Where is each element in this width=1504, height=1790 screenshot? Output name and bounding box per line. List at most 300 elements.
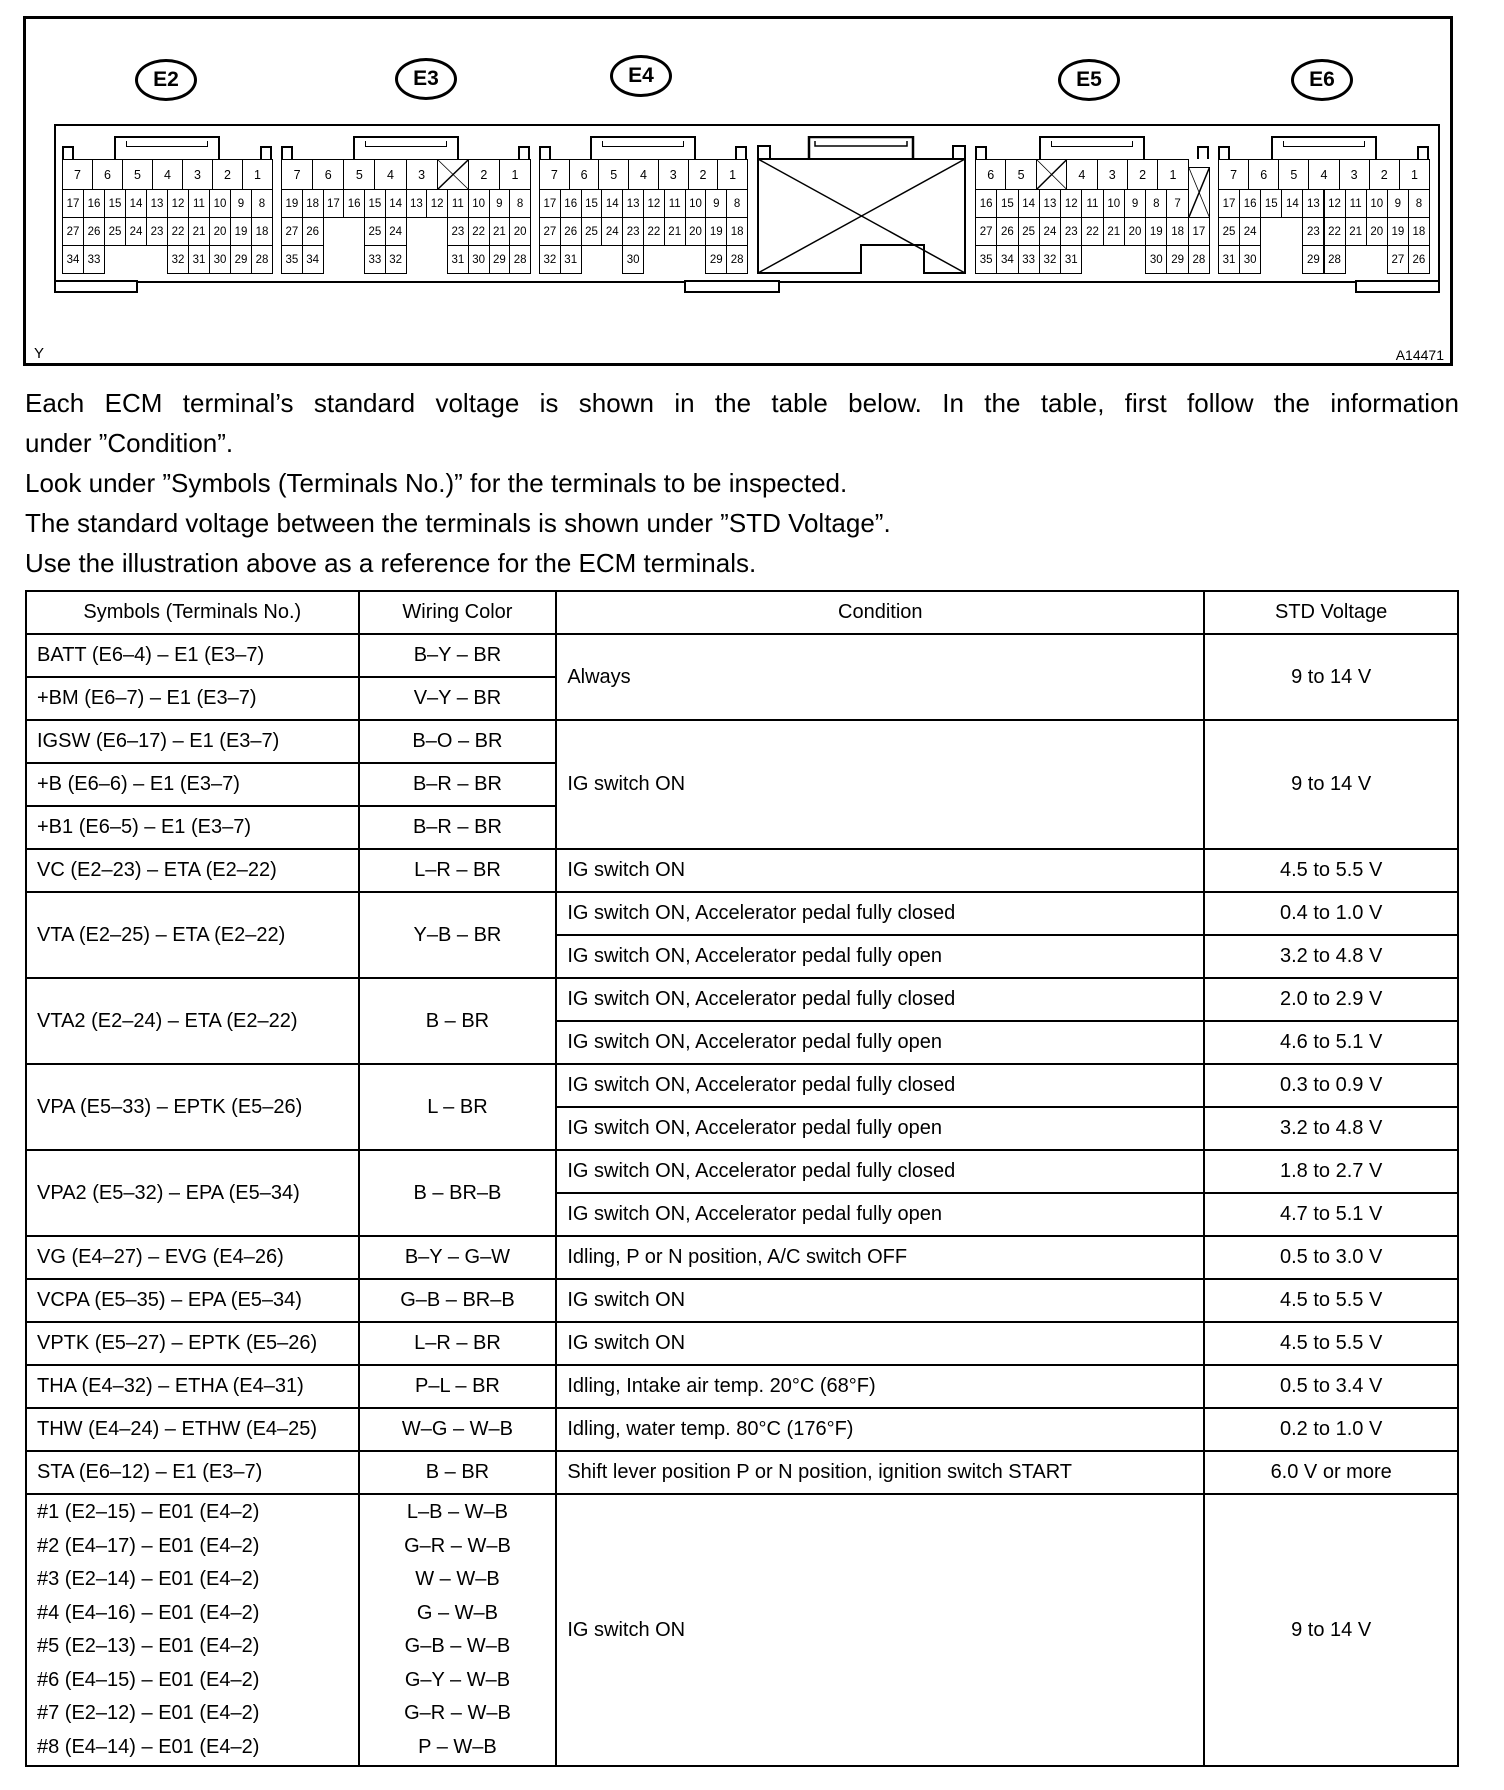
terminal-e3-11: 11 [447,189,469,218]
terminal-e3-22: 22 [468,217,490,246]
terminal-e5-3: 3 [1097,159,1128,190]
terminal-e5-27: 27 [975,217,997,246]
terminal-e5-21: 21 [1103,217,1125,246]
terminal-e5-5: 5 [1005,159,1036,190]
connector-guide-tab [518,146,530,159]
wiring-color-cell: L–R – BR [359,1322,557,1365]
table-row [26,892,1458,935]
terminal-e3-35: 35 [281,245,303,274]
terminal-e5-26: 26 [996,217,1018,246]
unused-terminal [1036,159,1067,190]
terminal-e5-22: 22 [1081,217,1103,246]
terminal-e3-19: 19 [281,189,303,218]
wiring-color-cell: L – BR [359,1064,557,1150]
wiring-color-cell: P–L – BR [359,1365,557,1408]
condition-cell: IG switch ON, Accelerator pedal fully open [556,1107,1204,1150]
connector-latch [590,136,696,159]
terminal-e4-14: 14 [601,189,623,218]
terminal-e6-4: 4 [1308,159,1339,190]
terminal-e2-12: 12 [167,189,189,218]
terminal-e4-19: 19 [705,217,727,246]
header-condition: Condition [556,591,1204,634]
wiring-color-cell: V–Y – BR [359,677,557,720]
terminal-e3-27: 27 [281,217,303,246]
terminal-e3-33: 33 [364,245,386,274]
terminal-e4-11: 11 [664,189,686,218]
connector-layer [0,0,1504,400]
terminal-e4-21: 21 [664,217,686,246]
terminal-e6-13: 13 [1302,189,1324,218]
terminal-e5-28: 28 [1188,245,1210,274]
wiring-color-cell: B – BR [359,1451,557,1494]
injector-wiring-color: L–B – W–B [406,1501,509,1523]
terminal-e5-8: 8 [1145,189,1167,218]
condition-cell: IG switch ON [556,1494,1204,1766]
terminal-e2-5: 5 [122,159,153,190]
terminal-e3-31: 31 [447,245,469,274]
terminal-e6-22: 22 [1324,217,1346,246]
symbol-cell: THW (E4–24) – ETHW (E4–25) [26,1408,359,1451]
terminal-e2-21: 21 [188,217,210,246]
terminal-e3-30: 30 [468,245,490,274]
std-voltage-cell: 4.6 to 5.1 V [1204,1021,1458,1064]
connector-guide-tab [1218,146,1230,159]
connector-guide-tab [1417,146,1429,159]
instruction-line: under ”Condition”. [25,428,234,458]
terminal-e4-28: 28 [726,245,748,274]
terminal-e6-23: 23 [1302,217,1324,246]
symbol-cell: VTA2 (E2–24) – ETA (E2–22) [26,978,359,1064]
terminal-e5-30: 30 [1145,245,1167,274]
symbol-cell: VC (E2–23) – ETA (E2–22) [26,849,359,892]
table-row [26,1236,1458,1279]
terminal-e5-2: 2 [1127,159,1158,190]
connector-label-e4: E4 [610,55,672,97]
terminal-e3-34: 34 [302,245,324,274]
terminal-e4-20: 20 [685,217,707,246]
header-std-voltage: STD Voltage [1204,591,1458,634]
instruction-line: Use the illustration above as a reference for the ECM terminals. [25,548,757,578]
terminal-e5-9: 9 [1124,189,1146,218]
terminal-e3-21: 21 [489,217,511,246]
terminal-e5-1: 1 [1157,159,1188,190]
terminal-e4-31: 31 [560,245,582,274]
connector-guide-tab [539,146,551,159]
wiring-color-cell: L–R – BR [359,849,557,892]
terminal-e2-27: 27 [62,217,84,246]
terminal-e5-7: 7 [1166,189,1188,218]
terminal-e3-12: 12 [426,189,448,218]
terminal-e4-8: 8 [726,189,748,218]
terminal-e6-15: 15 [1260,189,1282,218]
injector-wiring-color: P – W–B [418,1735,497,1758]
terminal-e3-6: 6 [312,159,344,190]
injector-wiring-color: G – W–B [416,1601,499,1624]
terminal-e4-26: 26 [560,217,582,246]
terminal-e3-28: 28 [509,245,531,274]
terminal-e2-6: 6 [92,159,123,190]
terminal-e3-32: 32 [385,245,407,274]
terminal-e5-24: 24 [1039,217,1061,246]
terminal-e3-9: 9 [489,189,511,218]
terminal-e2-32: 32 [167,245,189,274]
symbol-cell: VPA2 (E5–32) – EPA (E5–34) [26,1150,359,1236]
terminal-e5-12: 12 [1060,189,1082,218]
condition-cell: Shift lever position P or N position, ignition switch START [556,1451,1204,1494]
terminal-e5-23: 23 [1060,217,1082,246]
terminal-e5-11: 11 [1081,189,1103,218]
std-voltage-cell: 4.5 to 5.5 V [1204,1279,1458,1322]
terminal-e2-34: 34 [62,245,84,274]
wiring-color-cell: Y–B – BR [359,892,557,978]
terminal-e3-10: 10 [468,189,490,218]
injector-symbol: #4 (E4–16) – E01 (E4–2) [37,1601,260,1624]
terminal-e6-30: 30 [1239,245,1261,274]
terminal-e2-14: 14 [125,189,147,218]
terminal-e5-16: 16 [975,189,997,218]
wiring-color-cell: B–O – BR [359,720,557,763]
terminal-e3-16: 16 [343,189,365,218]
terminal-e2-11: 11 [188,189,210,218]
condition-cell: IG switch ON [556,1279,1204,1322]
blank-connector-cavity [757,136,967,276]
wiring-color-cell: B – BR–B [359,1150,557,1236]
std-voltage-cell: 4.5 to 5.5 V [1204,849,1458,892]
terminal-e3-20: 20 [509,217,531,246]
terminal-e6-16: 16 [1239,189,1261,218]
terminal-e2-17: 17 [62,189,84,218]
injector-wiring-color: W – W–B [415,1568,500,1590]
injector-symbol: #1 (E2–15) – E01 (E4–2) [37,1501,260,1523]
terminal-e5-33: 33 [1018,245,1040,274]
connector-latch [1271,136,1377,159]
figure-code: A14471 [1395,347,1444,363]
terminal-e2-3: 3 [182,159,213,190]
terminal-e2-22: 22 [167,217,189,246]
terminal-e6-12: 12 [1324,189,1346,218]
injector-wiring-color: G–Y – W–B [404,1668,511,1691]
terminal-e6-3: 3 [1339,159,1370,190]
wiring-color-cell: W–G – W–B [359,1408,557,1451]
terminal-e5-6: 6 [975,159,1006,190]
condition-cell: Idling, water temp. 80°C (176°F) [556,1408,1204,1451]
terminal-e5-4: 4 [1066,159,1097,190]
terminal-e4-30: 30 [622,245,644,274]
std-voltage-cell: 0.3 to 0.9 V [1204,1064,1458,1107]
symbol-cell: VCPA (E5–35) – EPA (E5–34) [26,1279,359,1322]
terminal-e5-15: 15 [996,189,1018,218]
terminal-e5-13: 13 [1039,189,1061,218]
table-row [26,720,1458,763]
terminal-e6-7: 7 [1218,159,1249,190]
terminal-e5-32: 32 [1039,245,1061,274]
symbol-cell: BATT (E6–4) – E1 (E3–7) [26,634,359,677]
condition-cell: IG switch ON [556,720,1204,849]
symbol-cell: IGSW (E6–17) – E1 (E3–7) [26,720,359,763]
symbol-cell: THA (E4–32) – ETHA (E4–31) [26,1365,359,1408]
terminal-e6-18: 18 [1408,217,1430,246]
instruction-line: Look under ”Symbols (Terminals No.)” for the terminals to be inspected. [25,468,848,498]
terminal-e3-23: 23 [447,217,469,246]
terminal-e3-2: 2 [468,159,500,190]
injector-symbol: #6 (E4–15) – E01 (E4–2) [37,1668,260,1691]
condition-cell: IG switch ON, Accelerator pedal fully open [556,1021,1204,1064]
terminal-e5-35: 35 [975,245,997,274]
wiring-color-cell: B–R – BR [359,763,557,806]
terminal-e4-3: 3 [658,159,689,190]
terminal-e2-30: 30 [209,245,231,274]
terminal-e5-20: 20 [1124,217,1146,246]
connector-guide-tab [735,146,747,159]
terminal-e5-18: 18 [1166,217,1188,246]
terminal-e6-31: 31 [1218,245,1240,274]
terminal-e2-15: 15 [104,189,126,218]
terminal-e4-10: 10 [685,189,707,218]
std-voltage-cell: 9 to 14 V [1204,1494,1458,1766]
terminal-e4-2: 2 [688,159,719,190]
connector-latch [1039,136,1145,159]
std-voltage-cell: 3.2 to 4.8 V [1204,935,1458,978]
terminal-e2-18: 18 [251,217,273,246]
unused-terminal [437,159,469,190]
terminal-e6-24: 24 [1239,217,1261,246]
terminal-e4-23: 23 [622,217,644,246]
table-row [26,1150,1458,1193]
condition-cell: IG switch ON, Accelerator pedal fully closed [556,1064,1204,1107]
terminal-e6-21: 21 [1345,217,1367,246]
terminal-e4-18: 18 [726,217,748,246]
terminal-e6-10: 10 [1366,189,1388,218]
connector-guide-tab [1197,146,1209,159]
terminal-e3-13: 13 [406,189,428,218]
terminal-e5-17: 17 [1188,217,1210,246]
wiring-color-cell: B – BR [359,978,557,1064]
housing-foot [1355,280,1440,293]
terminal-e2-20: 20 [209,217,231,246]
terminal-e5-10: 10 [1103,189,1125,218]
std-voltage-table [25,590,1459,1767]
terminal-e2-10: 10 [209,189,231,218]
terminal-e3-29: 29 [489,245,511,274]
terminal-e4-9: 9 [705,189,727,218]
injector-symbol: #3 (E2–14) – E01 (E4–2) [37,1568,260,1590]
terminal-e3-17: 17 [323,189,345,218]
terminal-e6-27: 27 [1387,245,1409,274]
terminal-e6-19: 19 [1387,217,1409,246]
table-row [26,1064,1458,1107]
std-voltage-cell: 0.5 to 3.0 V [1204,1236,1458,1279]
terminal-e2-28: 28 [251,245,273,274]
terminal-e3-15: 15 [364,189,386,218]
condition-cell: IG switch ON, Accelerator pedal fully closed [556,1150,1204,1193]
terminal-e4-5: 5 [598,159,629,190]
connector-latch [114,136,220,159]
connector-label-e3: E3 [395,58,457,100]
terminal-e4-13: 13 [622,189,644,218]
terminal-e4-24: 24 [601,217,623,246]
condition-cell: IG switch ON [556,849,1204,892]
terminal-e5-19: 19 [1145,217,1167,246]
connector-label-e5: E5 [1058,59,1120,101]
terminal-e4-7: 7 [539,159,570,190]
terminal-e6-20: 20 [1366,217,1388,246]
terminal-e2-7: 7 [62,159,93,190]
terminal-e6-29: 29 [1302,245,1324,274]
std-voltage-cell: 2.0 to 2.9 V [1204,978,1458,1021]
terminal-e3-18: 18 [302,189,324,218]
terminal-e6-17: 17 [1218,189,1240,218]
housing-foot [684,280,780,293]
corner-label: Y [34,345,45,362]
injector-wiring-color: G–R – W–B [404,1534,511,1557]
wiring-color-cell: G–B – BR–B [359,1279,557,1322]
terminal-e3-4: 4 [374,159,406,190]
terminal-e2-29: 29 [230,245,252,274]
symbol-cell: VG (E4–27) – EVG (E4–26) [26,1236,359,1279]
terminal-e3-7: 7 [281,159,313,190]
table-row [26,1451,1458,1494]
terminal-e6-1: 1 [1399,159,1430,190]
wiring-color-cell: B–Y – G–W [359,1236,557,1279]
symbol-cell: +B (E6–6) – E1 (E3–7) [26,763,359,806]
header-wiring-color: Wiring Color [359,591,557,634]
instruction-line: The standard voltage between the terminals is shown under ”STD Voltage”. [25,508,891,538]
connector-label-e6: E6 [1291,59,1353,101]
injector-symbols-cell [26,1494,359,1766]
terminal-e2-19: 19 [230,217,252,246]
symbol-cell: STA (E6–12) – E1 (E3–7) [26,1451,359,1494]
terminal-e6-8: 8 [1408,189,1430,218]
terminal-e6-5: 5 [1278,159,1309,190]
table-header-row [26,591,1458,634]
std-voltage-cell: 1.8 to 2.7 V [1204,1150,1458,1193]
std-voltage-cell: 9 to 14 V [1204,720,1458,849]
condition-cell: Idling, Intake air temp. 20°C (68°F) [556,1365,1204,1408]
terminal-e4-6: 6 [569,159,600,190]
terminal-e2-26: 26 [83,217,105,246]
wiring-color-cell: B–Y – BR [359,634,557,677]
table-row [26,1322,1458,1365]
terminal-e2-24: 24 [125,217,147,246]
terminal-e2-2: 2 [212,159,243,190]
table-row [26,849,1458,892]
terminal-e4-15: 15 [581,189,603,218]
connector-label-e2: E2 [135,59,197,101]
terminal-e2-13: 13 [146,189,168,218]
injector-wiring-color: G–B – W–B [404,1635,511,1657]
condition-cell: IG switch ON, Accelerator pedal fully open [556,935,1204,978]
terminal-e5-34: 34 [996,245,1018,274]
terminal-e3-26: 26 [302,217,324,246]
terminal-e6-26: 26 [1408,245,1430,274]
terminal-e3-14: 14 [385,189,407,218]
condition-cell: Always [556,634,1204,720]
terminal-e2-31: 31 [188,245,210,274]
terminal-e4-17: 17 [539,189,561,218]
injector-symbol: #7 (E2–12) – E01 (E4–2) [37,1702,260,1724]
std-voltage-cell: 4.7 to 5.1 V [1204,1193,1458,1236]
symbol-cell: VPA (E5–33) – EPTK (E5–26) [26,1064,359,1150]
connector-guide-tab [281,146,293,159]
connector-guide-tab [975,146,987,159]
terminal-e4-12: 12 [643,189,665,218]
injector-wiring-color: G–R – W–B [404,1702,511,1724]
terminal-e6-11: 11 [1345,189,1367,218]
terminal-e4-22: 22 [643,217,665,246]
condition-cell: IG switch ON, Accelerator pedal fully closed [556,978,1204,1021]
instruction-line: Each ECM terminal’s standard voltage is shown in the table below. In the table, first follow the information [25,388,1459,418]
terminal-e4-27: 27 [539,217,561,246]
terminal-e2-1: 1 [242,159,273,190]
injector-colors-cell [359,1494,557,1766]
std-voltage-cell: 0.4 to 1.0 V [1204,892,1458,935]
terminal-e2-25: 25 [104,217,126,246]
terminal-e2-33: 33 [83,245,105,274]
unused-terminal [1188,167,1210,218]
terminal-e5-14: 14 [1018,189,1040,218]
injector-symbol: #8 (E4–14) – E01 (E4–2) [37,1735,260,1758]
condition-cell: IG switch ON [556,1322,1204,1365]
table-row [26,634,1458,677]
connector-guide-tab [62,146,74,159]
table-row [26,978,1458,1021]
std-voltage-cell: 0.2 to 1.0 V [1204,1408,1458,1451]
condition-cell: IG switch ON, Accelerator pedal fully open [556,1193,1204,1236]
std-voltage-cell: 4.5 to 5.5 V [1204,1322,1458,1365]
terminal-e4-16: 16 [560,189,582,218]
table-row [26,1365,1458,1408]
table-row [26,1279,1458,1322]
header-symbols: Symbols (Terminals No.) [26,591,359,634]
std-voltage-cell: 3.2 to 4.8 V [1204,1107,1458,1150]
terminal-e2-16: 16 [83,189,105,218]
terminal-e3-24: 24 [385,217,407,246]
symbol-cell: +B1 (E6–5) – E1 (E3–7) [26,806,359,849]
terminal-e2-8: 8 [251,189,273,218]
terminal-e6-28: 28 [1324,245,1346,274]
terminal-e2-9: 9 [230,189,252,218]
symbol-cell: VTA (E2–25) – ETA (E2–22) [26,892,359,978]
terminal-e5-31: 31 [1060,245,1082,274]
terminal-e6-2: 2 [1369,159,1400,190]
table-row [26,1408,1458,1451]
terminal-e3-5: 5 [343,159,375,190]
symbol-cell: VPTK (E5–27) – EPTK (E5–26) [26,1322,359,1365]
terminal-e2-4: 4 [152,159,183,190]
terminal-e4-29: 29 [705,245,727,274]
terminal-e5-25: 25 [1018,217,1040,246]
std-voltage-cell: 9 to 14 V [1204,634,1458,720]
terminal-e6-6: 6 [1248,159,1279,190]
wiring-color-cell: B–R – BR [359,806,557,849]
symbol-cell: +BM (E6–7) – E1 (E3–7) [26,677,359,720]
terminal-e4-32: 32 [539,245,561,274]
injector-symbol: #5 (E2–13) – E01 (E4–2) [37,1635,260,1657]
terminal-e3-8: 8 [509,189,531,218]
terminal-e3-3: 3 [406,159,438,190]
terminal-e6-25: 25 [1218,217,1240,246]
condition-cell: Idling, P or N position, A/C switch OFF [556,1236,1204,1279]
terminal-e6-14: 14 [1281,189,1303,218]
terminal-e3-1: 1 [499,159,531,190]
terminal-e4-1: 1 [717,159,748,190]
housing-foot [54,280,138,293]
std-voltage-cell: 6.0 V or more [1204,1451,1458,1494]
connector-latch [353,136,459,159]
terminal-e5-29: 29 [1166,245,1188,274]
terminal-e6-9: 9 [1387,189,1409,218]
terminal-e4-4: 4 [628,159,659,190]
